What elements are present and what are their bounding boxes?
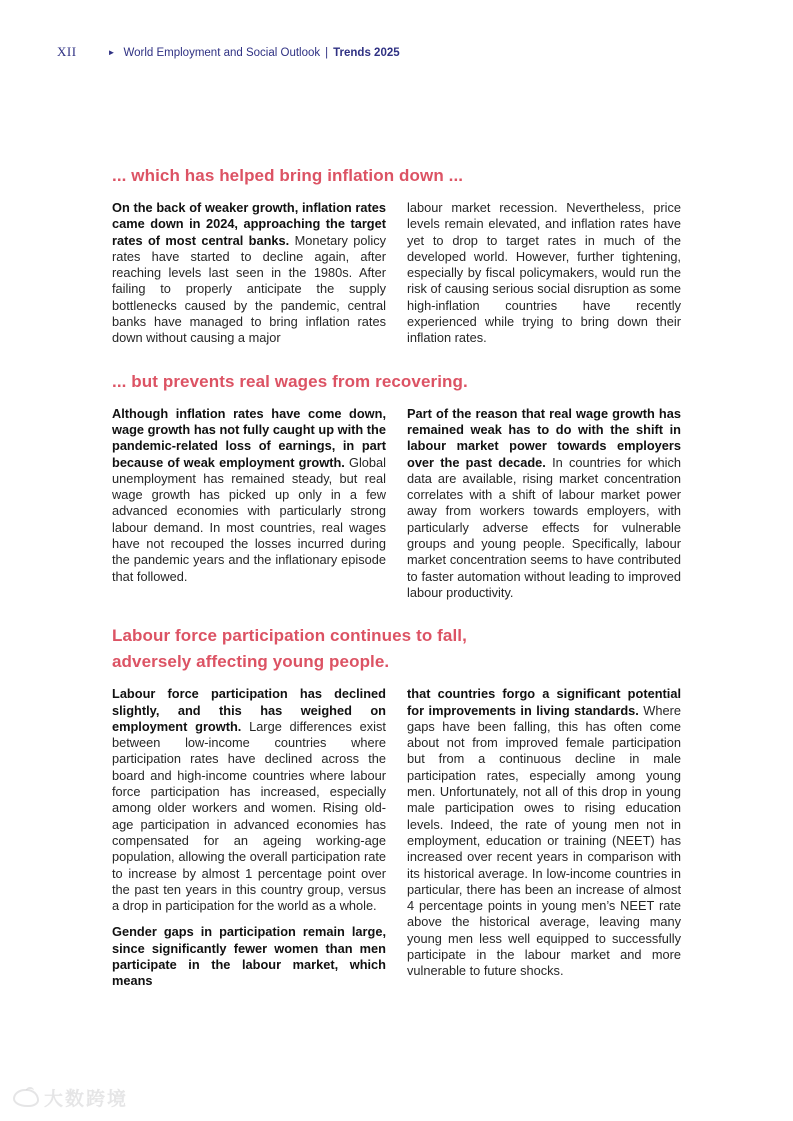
paragraph-body: Monetary policy rates have started to decline again, after reaching levels last seen in the 1980s. After failing to properly anticipate the supply bottlenecks caused by the pandemic, central banks have managed to bring inflation rates down without causing a major bbox=[112, 232, 386, 346]
paragraph-lead: Labour force participation has declined slightly, and this has weighed on employment growth. bbox=[112, 686, 386, 734]
heading-line: ... but prevents real wages from recovering. bbox=[112, 371, 468, 391]
left-column bbox=[112, 200, 386, 347]
left-column bbox=[112, 406, 386, 602]
paragraph-lead: that countries forgo a significant potential for improvements in living standards. bbox=[407, 686, 681, 718]
paragraph bbox=[407, 406, 681, 602]
left-column bbox=[112, 686, 386, 989]
arrow-icon: ► bbox=[107, 48, 116, 57]
paragraph bbox=[112, 924, 386, 989]
section-real-wages bbox=[112, 369, 682, 602]
page-number: XII bbox=[57, 44, 77, 59]
paragraph-body: Large differences exist between low-income countries where participation rates have declined across the board and high-income countries where labour force participation has increased, especially among older workers and women. Rising old-age participation in advanced economies has compensated for an ageing working-age population, allowing the overall participation rate to increase by almost 1 percentage point over the past ten years in this country group, versus a drop in participation for the world as a whole. bbox=[112, 718, 386, 914]
paragraph-lead: On the back of weaker growth, inflation rates came down in 2024, approaching the target rates of most central banks. bbox=[112, 200, 386, 248]
two-column-layout bbox=[112, 200, 682, 347]
two-column-layout bbox=[112, 686, 682, 989]
section-inflation-down bbox=[112, 163, 682, 347]
section-heading-participation bbox=[112, 623, 682, 675]
heading-line: ... which has helped bring inflation down ... bbox=[112, 166, 464, 185]
paragraph-body: Global unemployment has remained steady, but real wage growth has picked up only in a few advanced economies with particularly strong labour demand. In most countries, real wages have not recouped the losses incurred during the pandemic years and the inflationary episode that followed. bbox=[112, 454, 386, 584]
paragraph bbox=[112, 406, 386, 585]
header-separator: | bbox=[325, 47, 329, 59]
paragraph bbox=[112, 200, 386, 347]
section-labour-force-participation bbox=[112, 623, 682, 989]
paragraph bbox=[112, 686, 386, 914]
section-heading-wages bbox=[112, 369, 682, 395]
paragraph-body: labour market recession. Nevertheless, price levels remain elevated, and inflation rates have yet to drop to target rates in much of the developed world. However, further tightening, especially by fiscal policymakers, would run the risk of causing serious social disruption as some high-inflation countries have recently experienced while trying to bring down their inflation rates. bbox=[407, 200, 681, 346]
header-report-title: World Employment and Social Outlook bbox=[123, 47, 321, 59]
header-report-edition: Trends 2025 bbox=[333, 47, 400, 59]
page-content bbox=[112, 0, 682, 1012]
right-column bbox=[407, 686, 681, 989]
paragraph-body: In countries for which data are available, rising market concentration correlates with a shift of labour market power away from workers towards employers, with particularly adverse effects for vulnerable groups and young people. Specifically, labour market concentration seems to have contributed to faster automation without leading to improved labour productivity. bbox=[407, 454, 681, 600]
paragraph bbox=[407, 686, 681, 979]
watermark-text: 大数跨境 bbox=[44, 1089, 129, 1110]
heading-line: Labour force participation continues to fall, bbox=[112, 626, 467, 646]
paragraph bbox=[407, 200, 681, 347]
two-column-layout bbox=[112, 406, 682, 602]
paragraph-lead: Gender gaps in participation remain large, since significantly fewer women than men participate in the labour market, which means bbox=[112, 924, 386, 989]
paragraph-lead: Although inflation rates have come down, wage growth has not fully caught up with the pandemic-related loss of earnings, in part because of weak employment growth. bbox=[112, 405, 386, 470]
watermark-logo-icon bbox=[13, 1089, 39, 1107]
watermark bbox=[13, 1084, 128, 1111]
heading-line: adversely affecting young people. bbox=[112, 652, 390, 672]
right-column bbox=[407, 200, 681, 347]
paragraph-lead: Part of the reason that real wage growth has remained weak has to do with the shift in labour market power towards employers over the past decade. bbox=[407, 405, 681, 470]
section-heading-inflation bbox=[112, 163, 682, 189]
paragraph-body: Where gaps have been falling, this has often come about not from improved female participation but from a continuous decline in male participation rates, especially among young men. Unfortunately, not all of this drop in young male participation owes to rising education levels. Indeed, the rate of young men not in employment, education or training (NEET) has increased over recent years in comparison with its historical average. In low-income countries in particular, there has been an increase of almost 4 percentage points in young men’s NEET rate above the historical average, leaving many young men less well equipped to successfully participate in the labour market and more vulnerable to future shocks. bbox=[407, 702, 681, 979]
right-column bbox=[407, 406, 681, 602]
